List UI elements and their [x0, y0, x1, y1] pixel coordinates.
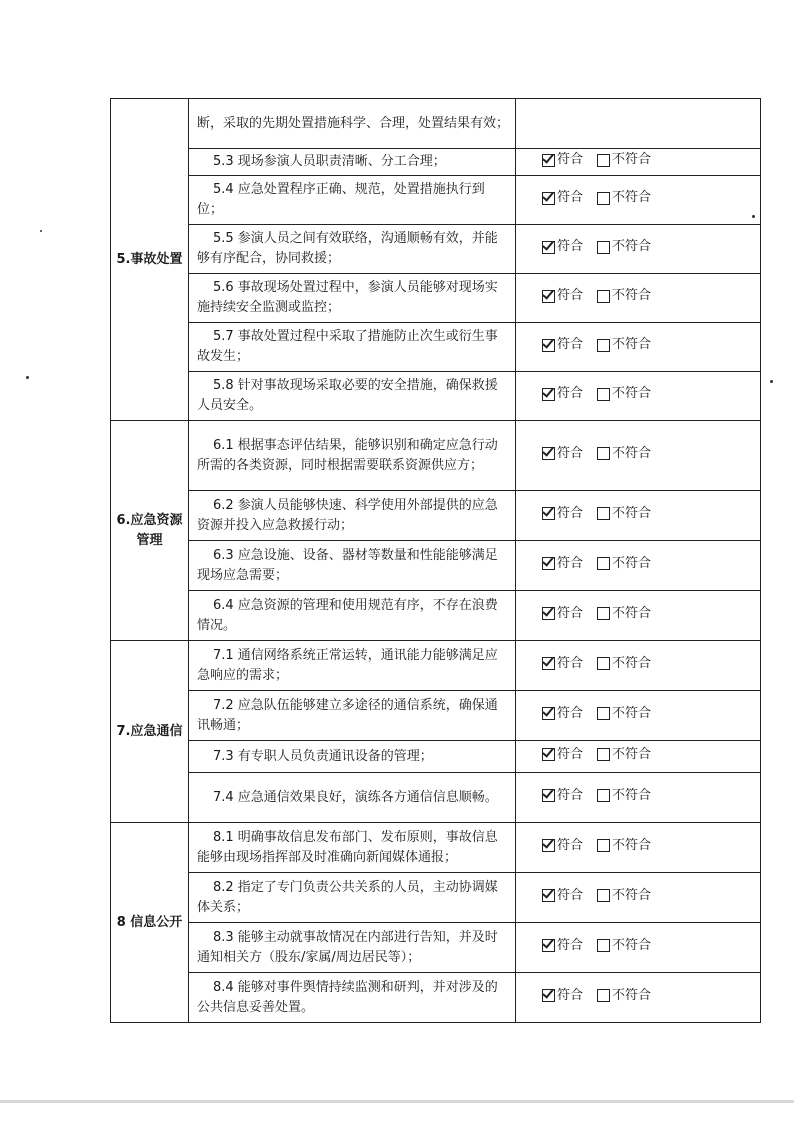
compliant-option[interactable] [542, 654, 583, 674]
compliant-option[interactable] [542, 384, 583, 404]
category-cell: 7.应急通信 [111, 641, 189, 823]
criterion-text: 5.4 应急处置程序正确、规范，处置措施执行到位； [189, 176, 516, 225]
table-row [111, 873, 761, 923]
table-row [111, 823, 761, 873]
criterion-text: 7.4 应急通信效果良好，演练各方通信信息顺畅。 [189, 773, 516, 823]
scan-speck [26, 376, 29, 379]
result-cell [516, 741, 761, 773]
option-label: 不符合 [612, 787, 652, 803]
criterion-text: 8.2 指定了专门负责公共关系的人员，主动协调媒体关系； [189, 873, 516, 923]
option-label: 不符合 [612, 887, 652, 903]
checked-box-icon[interactable] [542, 607, 555, 620]
option-label: 符合 [557, 239, 584, 255]
table-row [111, 372, 761, 421]
option-label: 不符合 [612, 190, 652, 206]
noncompliant-option[interactable] [597, 786, 651, 806]
compliant-option[interactable] [542, 504, 583, 524]
option-label: 不符合 [612, 937, 652, 953]
table-row [111, 923, 761, 973]
option-label: 符合 [557, 937, 584, 953]
compliant-option[interactable] [542, 237, 583, 257]
criterion-text: 7.3 有专职人员负责通讯设备的管理； [189, 741, 516, 773]
result-cell [516, 541, 761, 591]
criterion-text: 5.3 现场参演人员职责清晰、分工合理； [189, 149, 516, 176]
noncompliant-option[interactable] [597, 604, 651, 624]
table-row [111, 491, 761, 541]
compliant-option[interactable] [542, 886, 583, 906]
compliant-option[interactable] [542, 936, 583, 956]
option-label: 不符合 [612, 746, 652, 762]
result-cell [516, 149, 761, 176]
scan-speck [40, 230, 42, 232]
criterion-text: 6.4 应急资源的管理和使用规范有序，不存在浪费情况。 [189, 591, 516, 641]
table-row [111, 176, 761, 225]
checked-box-icon[interactable] [542, 290, 555, 303]
noncompliant-option[interactable] [597, 384, 651, 404]
criterion-text: 5.8 针对事故现场采取必要的安全措施，确保救援人员安全。 [189, 372, 516, 421]
option-label: 符合 [557, 787, 584, 803]
result-cell [516, 274, 761, 323]
option-label: 符合 [557, 837, 584, 853]
noncompliant-option[interactable] [597, 444, 651, 464]
result-cell [516, 873, 761, 923]
table-row [111, 541, 761, 591]
option-label: 符合 [557, 386, 584, 402]
checked-box-icon[interactable] [542, 388, 555, 401]
scan-speck [752, 215, 755, 218]
table-row [111, 274, 761, 323]
scan-edge-line [0, 1100, 794, 1103]
criterion-text: 6.1 根据事态评估结果，能够识别和确定应急行动所需的各类资源，同时根据需要联系资源供应方； [189, 421, 516, 491]
checked-box-icon[interactable] [542, 889, 555, 902]
option-label: 不符合 [612, 152, 652, 168]
empty-box-icon[interactable] [597, 557, 610, 570]
checked-box-icon[interactable] [542, 192, 555, 205]
table-row [111, 641, 761, 691]
compliant-option[interactable] [542, 704, 583, 724]
option-label: 不符合 [612, 288, 652, 304]
option-label: 不符合 [612, 837, 652, 853]
noncompliant-option[interactable] [597, 886, 651, 906]
result-cell [516, 641, 761, 691]
checked-box-icon[interactable] [542, 507, 555, 520]
result-cell [516, 372, 761, 421]
checked-box-icon[interactable] [542, 748, 555, 761]
criterion-text: 6.3 应急设施、设备、器材等数量和性能能够满足现场应急需要； [189, 541, 516, 591]
empty-box-icon[interactable] [597, 290, 610, 303]
compliant-option[interactable] [542, 745, 583, 765]
empty-box-icon[interactable] [597, 789, 610, 802]
compliant-option[interactable] [542, 335, 583, 355]
noncompliant-option[interactable] [597, 654, 651, 674]
result-cell [516, 491, 761, 541]
option-label: 符合 [557, 555, 584, 571]
option-label: 不符合 [612, 505, 652, 521]
category-cell: 5.事故处置 [111, 99, 189, 421]
empty-box-icon[interactable] [597, 192, 610, 205]
table-row [111, 421, 761, 491]
table-row [111, 99, 761, 149]
criterion-text: 6.2 参演人员能够快速、科学使用外部提供的应急资源并投入应急救援行动； [189, 491, 516, 541]
option-label: 符合 [557, 987, 584, 1003]
option-label: 不符合 [612, 239, 652, 255]
option-label: 符合 [557, 605, 584, 621]
result-cell [516, 323, 761, 372]
noncompliant-option[interactable] [597, 554, 651, 574]
criterion-text: 7.1 通信网络系统正常运转，通讯能力能够满足应急响应的需求； [189, 641, 516, 691]
evaluation-table [110, 98, 761, 1023]
noncompliant-option[interactable] [597, 286, 651, 306]
option-label: 不符合 [612, 655, 652, 671]
criterion-text: 断，采取的先期处置措施科学、合理，处置结果有效； [189, 99, 516, 149]
criterion-text: 5.7 事故处置过程中采取了措施防止次生或衍生事故发生； [189, 323, 516, 372]
option-label: 符合 [557, 655, 584, 671]
table-row [111, 773, 761, 823]
checked-box-icon[interactable] [542, 939, 555, 952]
checked-box-icon[interactable] [542, 707, 555, 720]
noncompliant-option[interactable] [597, 504, 651, 524]
compliant-option[interactable] [542, 604, 583, 624]
result-cell [516, 691, 761, 741]
empty-box-icon[interactable] [597, 989, 610, 1002]
option-label: 不符合 [612, 337, 652, 353]
result-cell [516, 225, 761, 274]
result-cell [516, 923, 761, 973]
criterion-text: 7.2 应急队伍能够建立多途径的通信系统，确保通讯畅通； [189, 691, 516, 741]
noncompliant-option[interactable] [597, 986, 651, 1006]
option-label: 不符合 [612, 705, 652, 721]
checked-box-icon[interactable] [542, 241, 555, 254]
criterion-text: 5.5 参演人员之间有效联络，沟通顺畅有效，并能够有序配合，协同救援； [189, 225, 516, 274]
option-label: 不符合 [612, 555, 652, 571]
checked-box-icon[interactable] [542, 657, 555, 670]
option-label: 符合 [557, 337, 584, 353]
result-cell [516, 99, 761, 149]
option-label: 符合 [557, 190, 584, 206]
empty-box-icon[interactable] [597, 507, 610, 520]
result-cell [516, 973, 761, 1023]
table-row [111, 591, 761, 641]
compliant-option[interactable] [542, 188, 583, 208]
checked-box-icon[interactable] [542, 789, 555, 802]
option-label: 不符合 [612, 987, 652, 1003]
noncompliant-option[interactable] [597, 150, 651, 170]
noncompliant-option[interactable] [597, 335, 651, 355]
option-label: 符合 [557, 746, 584, 762]
criterion-text: 8.4 能够对事件舆情持续监测和研判，并对涉及的公共信息妥善处置。 [189, 973, 516, 1023]
table-row [111, 225, 761, 274]
option-label: 符合 [557, 705, 584, 721]
option-label: 不符合 [612, 386, 652, 402]
result-cell [516, 421, 761, 491]
result-cell [516, 176, 761, 225]
result-cell [516, 773, 761, 823]
empty-box-icon[interactable] [597, 748, 610, 761]
option-label: 符合 [557, 505, 584, 521]
noncompliant-option[interactable] [597, 836, 651, 856]
checked-box-icon[interactable] [542, 447, 555, 460]
noncompliant-option[interactable] [597, 704, 651, 724]
noncompliant-option[interactable] [597, 936, 651, 956]
option-label: 符合 [557, 152, 584, 168]
option-label: 不符合 [612, 605, 652, 621]
checked-box-icon[interactable] [542, 839, 555, 852]
empty-box-icon[interactable] [597, 154, 610, 167]
empty-box-icon[interactable] [597, 889, 610, 902]
compliant-option[interactable] [542, 986, 583, 1006]
noncompliant-option[interactable] [597, 237, 651, 257]
table-row [111, 691, 761, 741]
empty-box-icon[interactable] [597, 607, 610, 620]
category-cell: 6.应急资源管理 [111, 421, 189, 641]
criterion-text: 5.6 事故现场处置过程中，参演人员能够对现场实施持续安全监测或监控； [189, 274, 516, 323]
category-cell: 8 信息公开 [111, 823, 189, 1023]
empty-box-icon[interactable] [597, 241, 610, 254]
option-label: 符合 [557, 288, 584, 304]
empty-box-icon[interactable] [597, 339, 610, 352]
checked-box-icon[interactable] [542, 154, 555, 167]
empty-box-icon[interactable] [597, 707, 610, 720]
option-label: 不符合 [612, 445, 652, 461]
result-cell [516, 823, 761, 873]
checked-box-icon[interactable] [542, 989, 555, 1002]
empty-box-icon[interactable] [597, 839, 610, 852]
table-row [111, 323, 761, 372]
checked-box-icon[interactable] [542, 557, 555, 570]
empty-box-icon[interactable] [597, 388, 610, 401]
result-cell [516, 591, 761, 641]
compliant-option[interactable] [542, 786, 583, 806]
table-row [111, 149, 761, 176]
empty-box-icon[interactable] [597, 939, 610, 952]
option-label: 符合 [557, 887, 584, 903]
table-row [111, 973, 761, 1023]
scan-speck [770, 380, 773, 383]
empty-box-icon[interactable] [597, 657, 610, 670]
compliant-option[interactable] [542, 836, 583, 856]
compliant-option[interactable] [542, 150, 583, 170]
compliant-option[interactable] [542, 444, 583, 464]
option-label: 符合 [557, 445, 584, 461]
compliant-option[interactable] [542, 286, 583, 306]
table-row [111, 741, 761, 773]
noncompliant-option[interactable] [597, 745, 651, 765]
checked-box-icon[interactable] [542, 339, 555, 352]
noncompliant-option[interactable] [597, 188, 651, 208]
empty-box-icon[interactable] [597, 447, 610, 460]
criterion-text: 8.1 明确事故信息发布部门、发布原则，事故信息能够由现场指挥部及时准确向新闻媒体通报； [189, 823, 516, 873]
compliant-option[interactable] [542, 554, 583, 574]
criterion-text: 8.3 能够主动就事故情况在内部进行告知，并及时通知相关方（股东/家属/周边居民等）； [189, 923, 516, 973]
